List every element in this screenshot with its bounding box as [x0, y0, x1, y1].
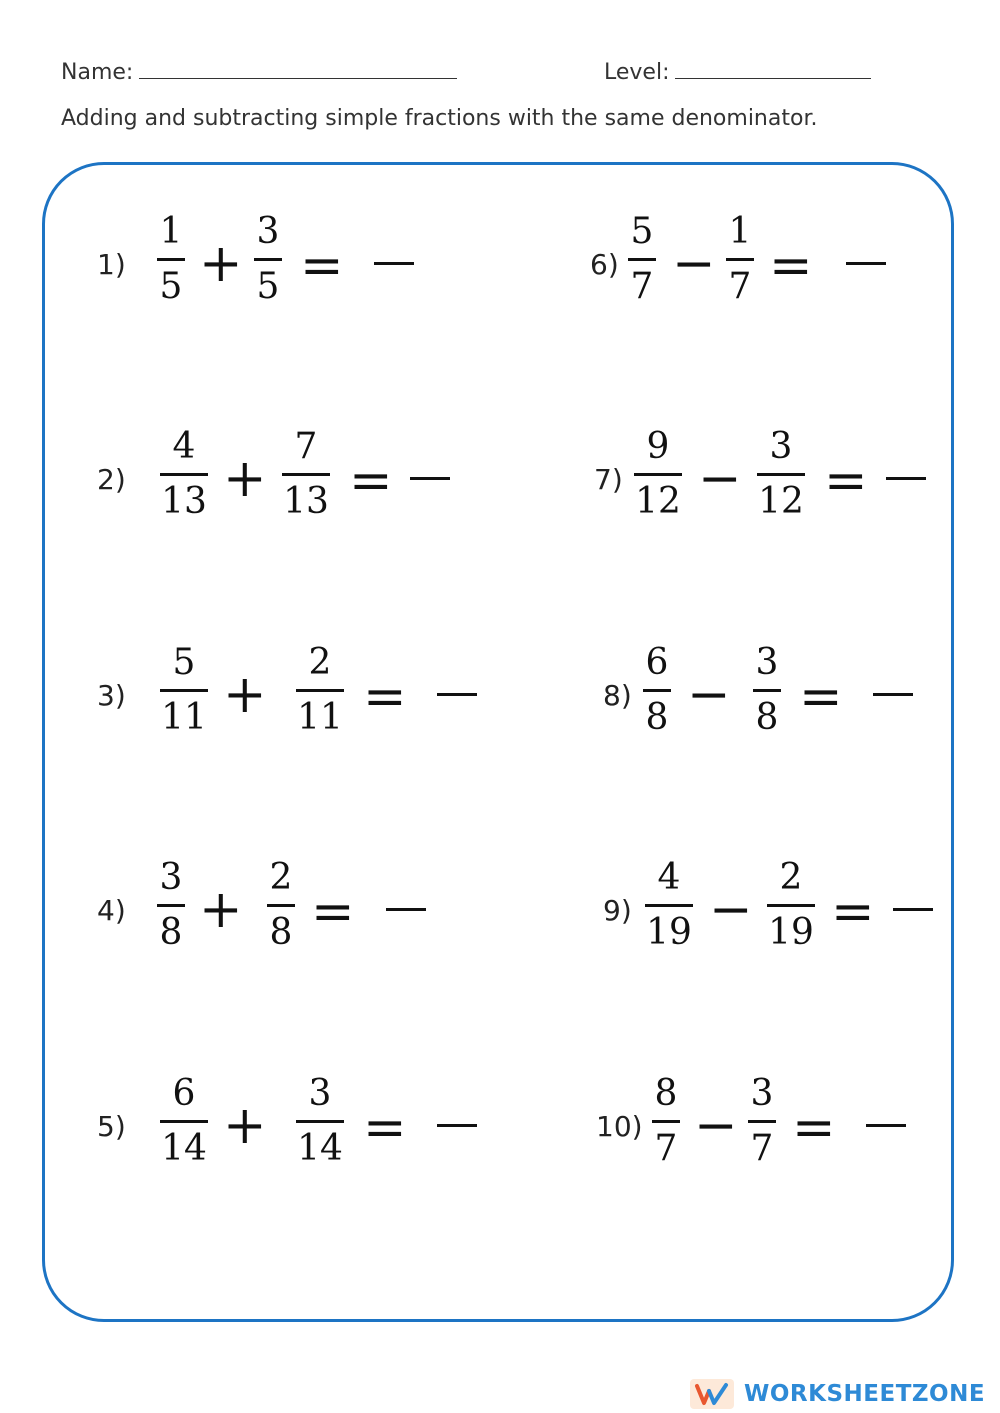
numerator: 3 [769, 426, 793, 467]
numerator: 9 [646, 426, 670, 467]
fraction-b [757, 425, 805, 524]
name-label: Name: [61, 60, 134, 85]
fraction-bar [634, 473, 682, 476]
fraction-bar [643, 689, 671, 692]
fraction-bar [282, 473, 330, 476]
level-blank-line[interactable] [675, 78, 871, 79]
equals-sign: = [300, 236, 344, 296]
level-field[interactable] [604, 60, 871, 85]
denominator: 8 [269, 912, 293, 953]
denominator: 19 [768, 912, 814, 953]
fraction-bar [157, 258, 185, 261]
fraction-bar [645, 904, 693, 907]
denominator: 5 [256, 266, 280, 307]
fraction-b [767, 856, 815, 955]
fraction-bar [267, 904, 295, 907]
denominator: 11 [297, 697, 343, 738]
fraction-a [645, 856, 693, 955]
denominator: 8 [159, 912, 183, 953]
name-blank-line[interactable] [139, 78, 457, 79]
problem-number: 8) [603, 679, 632, 712]
equals-sign: = [363, 1098, 407, 1158]
operator: + [223, 665, 267, 725]
operator: + [199, 234, 243, 294]
problem-number: 9) [603, 894, 632, 927]
denominator: 13 [283, 481, 329, 522]
fraction-bar [652, 1120, 680, 1123]
numerator: 6 [172, 1073, 196, 1114]
worksheetzone-logo[interactable] [690, 1376, 985, 1412]
answer-blank[interactable] [893, 908, 933, 911]
fraction-b [282, 425, 330, 524]
answer-blank[interactable] [846, 262, 886, 265]
fraction-bar [160, 1120, 208, 1123]
fraction-b [296, 1072, 344, 1171]
fraction-a [157, 210, 185, 309]
numerator: 3 [159, 857, 183, 898]
fraction-a [628, 210, 656, 309]
answer-blank[interactable] [410, 477, 450, 480]
numerator: 2 [779, 857, 803, 898]
fraction-a [160, 425, 208, 524]
instructions: Adding and subtracting simple fractions with the same denominator. [61, 106, 818, 131]
numerator: 8 [654, 1073, 678, 1114]
denominator: 12 [635, 481, 681, 522]
numerator: 7 [294, 426, 318, 467]
problem-5 [97, 1072, 477, 1182]
numerator: 3 [750, 1073, 774, 1114]
equals-sign: = [769, 236, 813, 296]
denominator: 5 [159, 266, 183, 307]
answer-blank[interactable] [437, 1124, 477, 1127]
problem-number: 3) [97, 679, 126, 712]
worksheetzone-w-icon [690, 1379, 734, 1409]
denominator: 13 [161, 481, 207, 522]
numerator: 4 [172, 426, 196, 467]
answer-blank[interactable] [886, 477, 926, 480]
numerator: 3 [755, 642, 779, 683]
equals-sign: = [824, 451, 868, 511]
denominator: 12 [758, 481, 804, 522]
fraction-bar [296, 689, 344, 692]
problem-1 [97, 210, 477, 320]
fraction-bar [296, 1120, 344, 1123]
fraction-b [267, 856, 295, 955]
numerator: 3 [256, 211, 280, 252]
problem-2 [97, 425, 477, 535]
denominator: 8 [645, 697, 669, 738]
numerator: 4 [657, 857, 681, 898]
fraction-a [652, 1072, 680, 1171]
operator: + [223, 449, 267, 509]
fraction-bar [160, 689, 208, 692]
numerator: 2 [308, 642, 332, 683]
equals-sign: = [831, 882, 875, 942]
problem-4 [97, 856, 477, 966]
denominator: 11 [161, 697, 207, 738]
operator: − [709, 880, 753, 940]
denominator: 14 [161, 1128, 207, 1169]
level-label: Level: [604, 60, 670, 85]
fraction-bar [748, 1120, 776, 1123]
equals-sign: = [792, 1098, 836, 1158]
problem-9 [603, 856, 983, 966]
denominator: 14 [297, 1128, 343, 1169]
numerator: 5 [172, 642, 196, 683]
equals-sign: = [799, 667, 843, 727]
fraction-b [254, 210, 282, 309]
problem-number: 5) [97, 1110, 126, 1143]
fraction-bar [726, 258, 754, 261]
fraction-b [753, 641, 781, 740]
numerator: 6 [645, 642, 669, 683]
operator: − [687, 665, 731, 725]
denominator: 7 [654, 1128, 678, 1169]
problem-8 [603, 641, 983, 751]
problem-number: 2) [97, 463, 126, 496]
operator: − [694, 1096, 738, 1156]
problem-number: 1) [97, 248, 126, 281]
answer-blank[interactable] [873, 693, 913, 696]
problem-number: 10) [596, 1110, 643, 1143]
answer-blank[interactable] [374, 262, 414, 265]
denominator: 7 [750, 1128, 774, 1169]
name-field[interactable] [61, 60, 457, 85]
fraction-bar [757, 473, 805, 476]
problem-10 [596, 1072, 976, 1182]
numerator: 1 [728, 211, 752, 252]
operator: − [672, 234, 716, 294]
denominator: 7 [630, 266, 654, 307]
operator: + [199, 880, 243, 940]
fraction-b [748, 1072, 776, 1171]
answer-blank[interactable] [386, 908, 426, 911]
problem-number: 7) [594, 463, 623, 496]
problem-number: 4) [97, 894, 126, 927]
equals-sign: = [363, 667, 407, 727]
numerator: 2 [269, 857, 293, 898]
fraction-b [296, 641, 344, 740]
fraction-bar [160, 473, 208, 476]
fraction-a [157, 856, 185, 955]
denominator: 19 [646, 912, 692, 953]
equals-sign: = [349, 451, 393, 511]
fraction-bar [753, 689, 781, 692]
numerator: 1 [159, 211, 183, 252]
logo-text: WORKSHEETZONE [744, 1381, 986, 1407]
numerator: 3 [308, 1073, 332, 1114]
fraction-a [160, 1072, 208, 1171]
problem-3 [97, 641, 477, 751]
answer-blank[interactable] [866, 1124, 906, 1127]
fraction-bar [767, 904, 815, 907]
denominator: 8 [755, 697, 779, 738]
operator: − [698, 449, 742, 509]
problem-number: 6) [590, 248, 619, 281]
problem-6 [590, 210, 970, 320]
fraction-bar [254, 258, 282, 261]
problem-7 [594, 425, 974, 535]
fraction-a [160, 641, 208, 740]
answer-blank[interactable] [437, 693, 477, 696]
fraction-bar [628, 258, 656, 261]
fraction-a [634, 425, 682, 524]
numerator: 5 [630, 211, 654, 252]
denominator: 7 [728, 266, 752, 307]
fraction-b [726, 210, 754, 309]
operator: + [223, 1096, 267, 1156]
fraction-bar [157, 904, 185, 907]
equals-sign: = [311, 882, 355, 942]
fraction-a [643, 641, 671, 740]
